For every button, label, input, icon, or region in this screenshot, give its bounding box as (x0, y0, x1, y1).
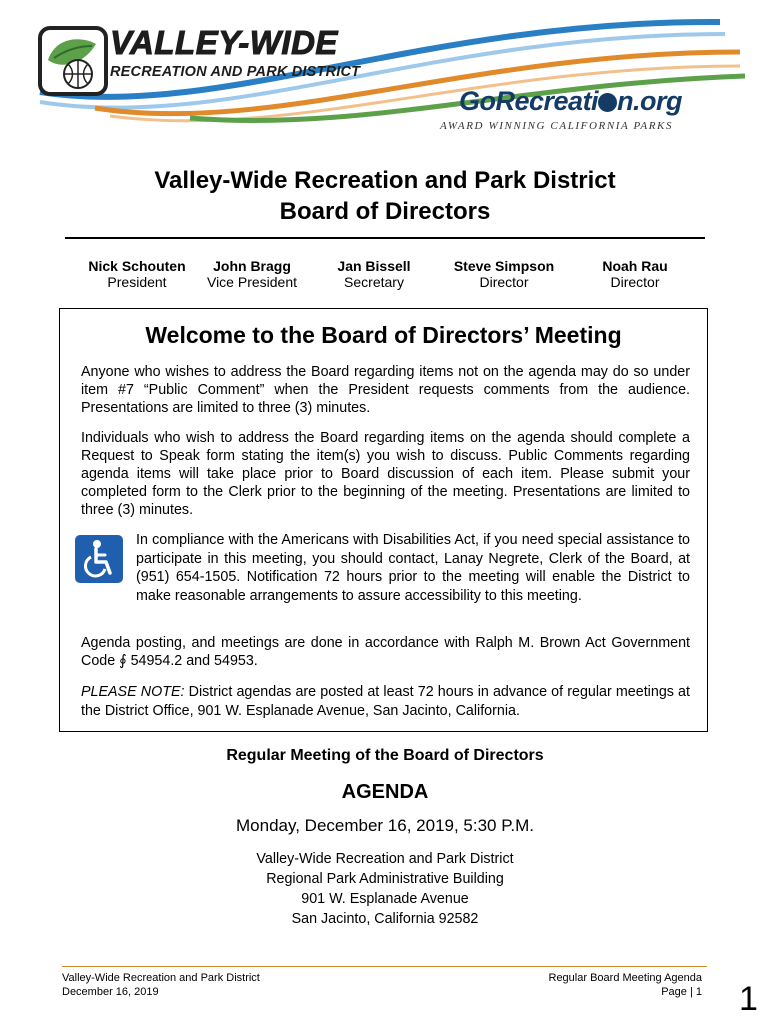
footer-date: December 16, 2019 (62, 986, 159, 998)
footer-left (62, 971, 260, 999)
board-member (187, 258, 317, 290)
member-role: Director (479, 274, 529, 290)
ada-paragraph: In compliance with the Americans with Disabilities Act, if you need special assistance to participate in this meeting, you should contact, Lanay Negrete, Clerk of the Board, at (951) 654-1505. Notification 72 hours prior to the meeting will enable the District to make reasonable arrangements to assure accessibility to this meeting. (136, 532, 690, 604)
footer-org: Valley-Wide Recreation and Park District (62, 972, 260, 984)
address-line: Valley-Wide Recreation and Park District (256, 851, 514, 867)
basketball-icon (598, 93, 617, 112)
member-name: Steve Simpson (453, 258, 555, 274)
footer-divider (62, 966, 707, 967)
member-name: Noah Rau (602, 258, 668, 274)
board-member (72, 258, 202, 290)
brown-act-paragraph: Agenda posting, and meetings are done in accordance with Ralph M. Brown Act Government Code ∮ 54954.2 and 54953. (81, 635, 690, 669)
address-line: San Jacinto, California 92582 (291, 911, 479, 927)
website-logo-post: n.org (617, 86, 683, 116)
board-member (439, 258, 569, 290)
welcome-title: Welcome to the Board of Directors’ Meeting (145, 322, 622, 348)
meeting-title: Regular Meeting of the Board of Directors (226, 747, 544, 764)
header-logo-area (0, 0, 770, 150)
member-name: Nick Schouten (88, 258, 186, 274)
ada-paragraph-block (81, 531, 690, 605)
meeting-date: Monday, December 16, 2019, 5:30 P.M. (236, 816, 534, 835)
note-text: District agendas are posted at least 72 hours in advance of regular meetings at the District Office, 901 W. Esplanade Avenue, San Jacinto, California. (81, 684, 690, 719)
member-role: President (107, 274, 167, 290)
board-member (570, 258, 700, 290)
public-comment-paragraph: Anyone who wishes to address the Board regarding items not on the agenda may do so under item #7 “Public Comment” when the President requests comments from the audience. Presentations are limited to three (3) minutes. (81, 364, 690, 416)
logo-mark (38, 26, 108, 96)
member-role: Director (610, 274, 660, 290)
icon-spacer (81, 531, 136, 587)
footer-page-label: Page | 1 (661, 986, 702, 998)
document-subtitle: Board of Directors (279, 198, 491, 225)
agenda-heading: AGENDA (341, 781, 429, 803)
member-role: Secretary (344, 274, 404, 290)
address-line: 901 W. Esplanade Avenue (301, 891, 469, 907)
address-line: Regional Park Administrative Building (266, 871, 504, 887)
footer-right (480, 971, 702, 999)
request-to-speak-paragraph: Individuals who wish to address the Board regarding items on the agenda should complete a Request to Speak form stating the item(s) you wish to discuss. Public Comments regarding agenda items will take place prior to Board discussion of each item. Please submit your completed form to the Clerk prior to the beginning of the meeting. Presentations are limited to three (3) minutes. (81, 430, 690, 518)
member-role: Vice President (206, 274, 297, 290)
logo-title: VALLEY-WIDE (110, 24, 338, 61)
posting-note-paragraph (81, 683, 690, 721)
note-label: PLEASE NOTE: (81, 684, 185, 700)
member-name: John Bragg (213, 258, 291, 274)
page-number: 1 (739, 980, 758, 1018)
logo-subtitle: RECREATION AND PARK DISTRICT (110, 64, 361, 80)
website-logo-pre: GoRecreati (459, 86, 599, 116)
website-logo (459, 86, 682, 117)
leaf-ball-icon (42, 30, 104, 92)
logo-tagline: AWARD WINNING CALIFORNIA PARKS (440, 120, 674, 132)
footer-doc-name: Regular Board Meeting Agenda (548, 972, 702, 984)
title-divider (65, 237, 705, 239)
board-member (309, 258, 439, 290)
member-name: Jan Bissell (337, 258, 411, 274)
document-title: Valley-Wide Recreation and Park District (154, 167, 616, 194)
